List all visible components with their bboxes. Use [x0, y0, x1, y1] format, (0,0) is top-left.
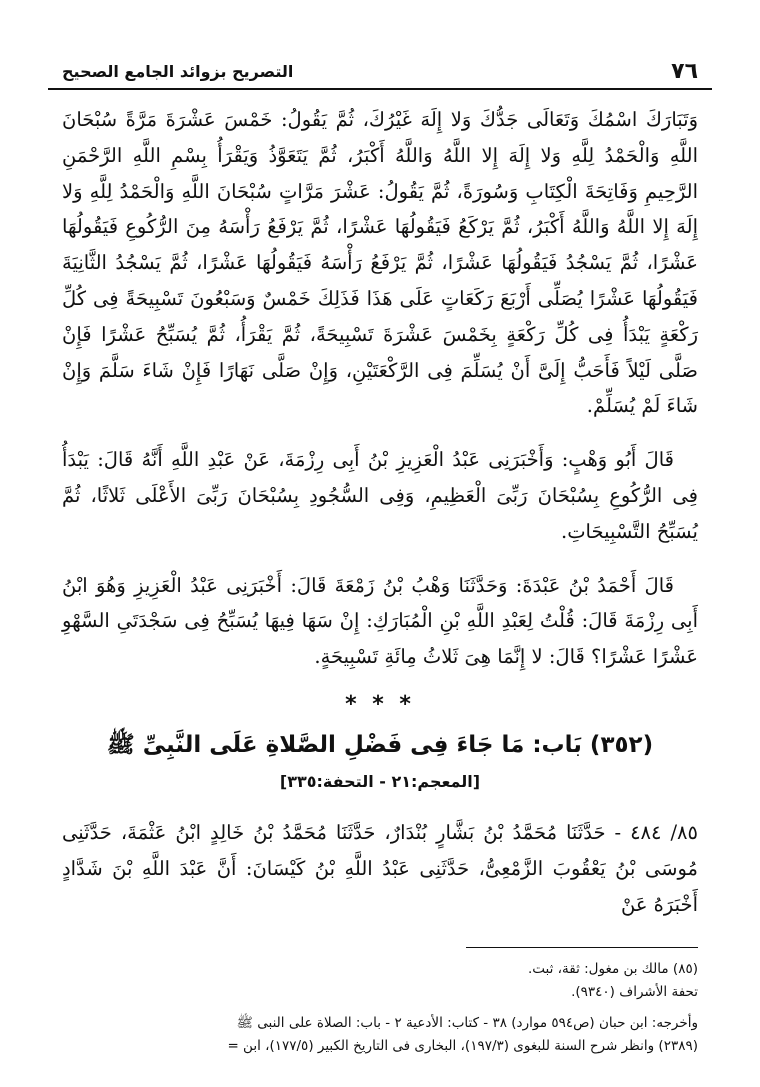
footnote-line: (٢٣٨٩) وانظر شرح السنة للبغوى (١٩٧/٣)، البخارى فى التاريخ الكبير (١٧٧/٥)، ابن =: [227, 1037, 698, 1054]
footnote-line: تحفة الأشراف (٩٣٤٠).: [571, 983, 698, 1000]
paragraph-ahmad-ibn-abda: قَالَ أَحْمَدُ بْنُ عَبْدَةَ: وَحَدَّثَنَا وَهْبُ بْنُ زَمْعَةَ قَالَ: أَخْبَرَنِى عَبْدُ الْعَزِيزِ وَهُوَ ابْنُ أَبِى رِزْمَةَ قَالَ: قُلْتُ لِعَبْدِ اللَّهِ بْنِ الْمُبَارَكِ: إِنْ سَهَا فِيهَا يُسَبِّحُ فِى سَجْدَتَىِ السَّهْوِ عَشْرًا عَشْرًا؟ قَالَ: لا إِنَّمَا هِىَ ثَلاثُ مِائَةِ تَسْبِيحَةٍ.: [62, 573, 698, 669]
chapter-reference: [المعجم:٢١ - التحفة:٣٣٥]: [279, 771, 481, 791]
main-text: [48, 102, 712, 675]
book-title: التصريح بزوائد الجامع الصحيح: [62, 62, 294, 81]
footnote-line: وأخرجه: ابن حبان (ص٥٩٤ موارد) ٣٨ - كتاب: الأدعية ٢ - باب: الصلاة على النبى ﷺ: [236, 1014, 698, 1031]
book-page: [48, 52, 712, 1058]
page-number: ٧٦: [671, 59, 698, 84]
page-header: [48, 52, 712, 90]
footnote-line: (٨٥) مالك بن مغول: ثقة، ثبت.: [527, 960, 698, 977]
footnote-divider: [466, 947, 698, 948]
footnotes: [48, 958, 712, 1058]
chapter-title: (٣٥٢) بَاب: مَا جَاءَ فِى فَضْلِ الصَّلاةِ عَلَى النَّبِىِّ ﷺ: [106, 731, 654, 758]
hadith-text: ٨٥/ ٤٨٤ - حَدَّثَنَا مُحَمَّدُ بْنُ بَشَّارٍ بُنْدَارٌ، حَدَّثَنَا مُحَمَّدُ بْنُ خَالِدٍ ابْنُ عَثْمَةَ، حَدَّثَنِى مُوسَى بْنُ يَعْقُوبَ الزَّمْعِىُّ، حَدَّثَنِى عَبْدُ اللَّهِ بْنُ كَيْسَانَ: أَنَّ عَبْدَ اللَّهِ بْنَ شَدَّادٍ أَخْبَرَهُ عَنْ: [62, 820, 698, 916]
paragraph-continuation: وَتَبَارَكَ اسْمُكَ وَتَعَالَى جَدُّكَ وَلا إِلَهَ غَيْرُكَ، ثُمَّ يَقُولُ: خَمْسَ عَشْرَةَ مَرَّةً سُبْحَانَ اللَّهِ وَالْحَمْدُ لِلَّهِ وَلا إِلَهَ إِلا اللَّهُ وَاللَّهُ أَكْبَرُ، ثُمَّ يَتَعَوَّذُ وَيَقْرَأُ بِسْمِ اللَّهِ الرَّحْمَنِ الرَّحِيمِ وَفَاتِحَةَ الْكِتَابِ وَسُورَةً، ثُمَّ يَقُولُ: عَشْرَ مَرَّاتٍ سُبْحَانَ اللَّهِ وَالْحَمْدُ لِلَّهِ وَلا إِلَهَ إِلا اللَّهُ وَاللَّهُ أَكْبَرُ، ثُمَّ يَرْكَعُ فَيَقُولُهَا عَشْرًا، ثُمَّ يَرْفَعُ رَأْسَهُ مِنَ الرُّكُوعِ فَيَقُولُهَا عَشْرًا، ثُمَّ يَسْجُدُ فَيَقُولُهَا عَشْرًا، ثُمَّ يَرْفَعُ رَأْسَهُ فَيَقُولُهَا عَشْرًا، ثُمَّ يَسْجُدُ الثَّانِيَةَ فَيَقُولُهَا عَشْرًا يُصَلِّى أَرْبَعَ رَكَعَاتٍ عَلَى هَذَا فَذَلِكَ خَمْسٌ وَسَبْعُونَ تَسْبِيحَةً فِى كُلِّ رَكْعَةٍ يَبْدَأُ فِى كُلِّ رَكْعَةٍ بِخَمْسَ عَشْرَةَ تَسْبِيحَةً، ثُمَّ يَقْرَأُ، ثُمَّ يُسَبِّحُ عَشْرًا فَإِنْ صَلَّى لَيْلاً فَأَحَبُّ إِلَىَّ أَنْ يُسَلِّمَ فِى الرَّكْعَتَيْنِ، وَإِنْ صَلَّى نَهَارًا فَإِنْ شَاءَ سَلَّمَ وَإِنْ شَاءَ لَمْ يُسَلِّمْ.: [62, 108, 698, 418]
paragraph-abu-wahb: قَالَ أَبُو وَهْبٍ: وَأَخْبَرَنِى عَبْدُ الْعَزِيزِ بْنُ أَبِى رِزْمَةَ، عَنْ عَبْدِ اللَّهِ أَنَّهُ قَالَ: يَبْدَأُ فِى الرُّكُوعِ بِسُبْحَانَ رَبِّىَ الْعَظِيمِ، وَفِى السُّجُودِ بِسُبْحَانَ رَبِّىَ الأَعْلَى ثَلاثًا، ثُمَّ يُسَبِّحُ التَّسْبِيحَاتِ.: [62, 448, 698, 543]
section-separator: * * *: [345, 691, 415, 717]
